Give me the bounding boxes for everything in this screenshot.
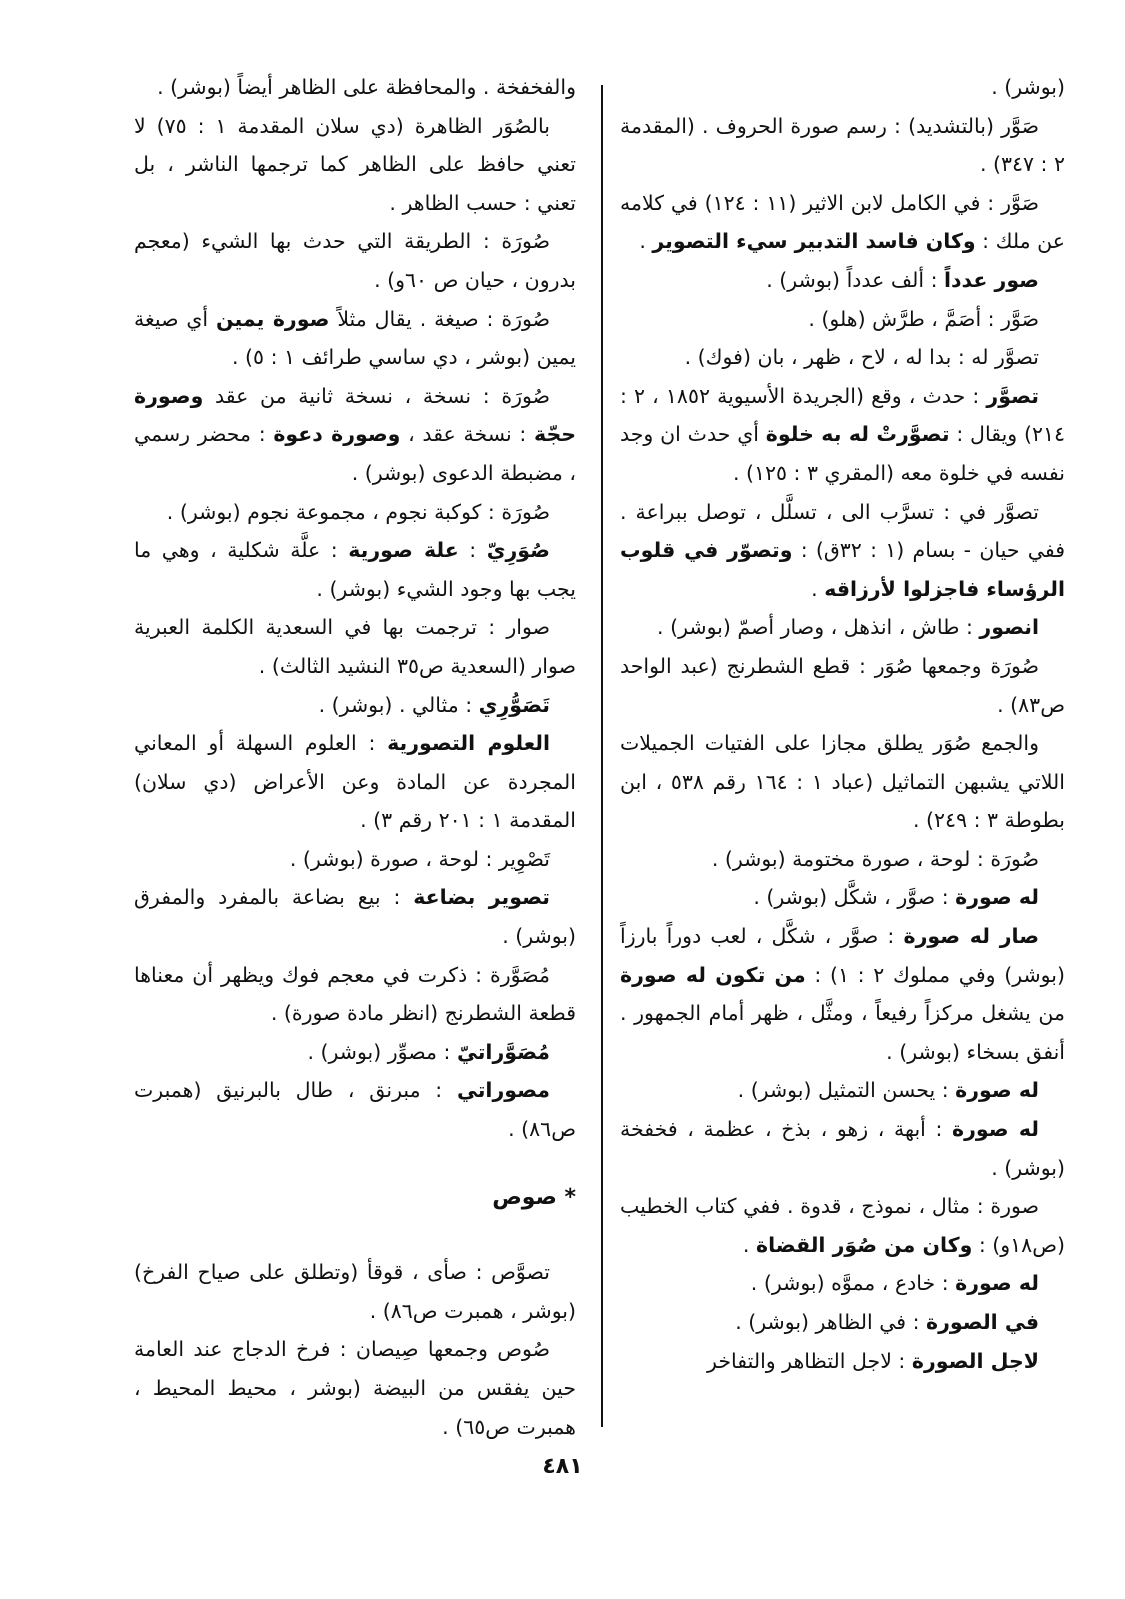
entry-text: صُورَة : كوكبة نجوم ، مجموعة نجوم (بوشر) . (166, 499, 550, 524)
dictionary-entry (134, 724, 576, 840)
entry-text: من يشغل مركزاً رفيعاً ، ومثَّل ، ظهر أمام الجمهور . أنفق بسخاء (بوشر) . (620, 1001, 1065, 1064)
dictionary-entry (134, 686, 576, 725)
headword: له صورة (955, 1271, 1039, 1296)
dictionary-entry (134, 956, 576, 1033)
dictionary-entry (620, 68, 1065, 107)
dictionary-entry (134, 1071, 576, 1148)
dictionary-entry (134, 222, 576, 299)
entry-text: : صوَّر ، شكَّل ، لعب دوراً بارزاً (بوشر) وفي مملوك ٢ : ١) : (620, 924, 1065, 987)
dictionary-entry (134, 531, 576, 608)
headword: صُوَرِيّ (486, 538, 550, 563)
entry-text: تصوَّر له : بدا له ، لاح ، ظهر ، بان (فوك) . (684, 345, 1039, 370)
dictionary-entry (620, 1071, 1065, 1110)
entry-text: : طاش ، انذهل ، وصار أصمّ (بوشر) . (657, 615, 980, 640)
dictionary-entry (134, 840, 576, 879)
entry-text: : لاجل التظاهر والتفاخر (707, 1348, 912, 1373)
dictionary-entry (134, 1033, 576, 1072)
entry-text: صَوَّر : في الكامل لابن الاثير (١١ : ١٢٤) في كلامه عن ملك : (620, 190, 1065, 254)
headword: صار له صورة (903, 924, 1039, 949)
entry-text: بالصُوَر الظاهرة (دي سلان المقدمة ١ : ٧٥) لا تعني حافظ على الظاهر كما ترجمها الناشر ، بل تعني : حسب الظاهر . (134, 113, 576, 215)
entry-text: : أبهة ، زهو ، بذخ ، عظمة ، فخفخة (بوشر) . (620, 1117, 1065, 1180)
entry-text: . (811, 576, 825, 601)
right-column (620, 68, 1065, 1380)
entry-text: والجمع صُوَر يطلق مجازا على الفتيات الجميلات اللاتي يشبهن التماثيل (عباد ١ : ١٦٤ رقم ٥٣٨ ، ابن بطوطة ٣ : ٢٤٩) . (620, 731, 1066, 833)
headword: وصورة حجّة (134, 383, 576, 447)
entry-text: أي صيغة يمين (بوشر ، دي ساسي طرائف ١ : ٥) . (134, 306, 576, 370)
headword: تصوير بضاعة (413, 885, 550, 910)
entry-text: صُورَة : صيغة . يقال مثلاً (329, 306, 551, 331)
headword: مُصَوَّراتيّ (456, 1039, 550, 1064)
dictionary-entry (620, 608, 1065, 647)
dictionary-entry (620, 1187, 1065, 1264)
column-divider (601, 85, 603, 1427)
dictionary-entry (620, 1303, 1065, 1342)
dictionary-entry (620, 878, 1065, 917)
entry-text: مُصَوَّرة : ذكرت في معجم فوك ويظهر أن معناها قطعة الشطرنج (انظر مادة صورة) . (134, 962, 576, 1026)
dictionary-entry (134, 1253, 576, 1330)
headword: صورة يمين (216, 306, 330, 331)
entry-text: : ألف عدداً (بوشر) . (766, 267, 944, 292)
dictionary-entry (134, 300, 576, 377)
entry-text: صُورَة وجمعها صُوَر : قطع الشطرنج (عبد الواحد ص٨٣) . (620, 653, 1065, 717)
headword: العلوم التصورية (387, 731, 550, 756)
headword: له صورة (955, 1078, 1039, 1103)
dictionary-entry (620, 724, 1065, 840)
entry-text: : خادع ، مموَّه (بوشر) . (750, 1271, 956, 1296)
page-number: ٤٨١ (542, 1454, 583, 1479)
dictionary-entry (620, 261, 1065, 300)
headword: من تكون له صورة (620, 962, 806, 987)
entry-text: صُورَة : لوحة ، صورة مختومة (بوشر) . (711, 846, 1039, 871)
entry-text: : مبرنق ، طال بالبرنيق (همبرت ص٨٦) . (134, 1078, 576, 1142)
section-heading: * صوص (492, 1184, 576, 1210)
entry-text: . (639, 229, 653, 254)
headword: في الصورة (926, 1310, 1039, 1334)
headword: وصورة دعوة (273, 422, 401, 447)
entry-text: والفخفخة . والمحافظة على الظاهر أيضاً (بوشر) . (157, 75, 576, 99)
entry-text: تَصْوِير : لوحة ، صورة (بوشر) . (289, 846, 550, 871)
dictionary-entry (134, 1330, 576, 1446)
headword: مصوراتي (456, 1078, 550, 1103)
entry-text: : بيع بضاعة بالمفرد والمفرق (بوشر) . (134, 885, 576, 949)
headword: صور عدداً (944, 267, 1039, 292)
entry-text: : علَّة شكلية ، وهي ما يجب بها وجود الشيء (بوشر) . (134, 538, 576, 601)
dictionary-entry (134, 377, 576, 493)
dictionary-entry (620, 107, 1065, 184)
entry-text: صَوَّر (بالتشديد) : رسم صورة الحروف . (المقدمة ٢ : ٣٤٧) . (620, 113, 1065, 177)
headword: وكان فاسد التدبير سيء التصوير (652, 229, 976, 254)
dictionary-entry (620, 184, 1065, 261)
entry-text: صورة : مثال ، نموذج ، قدوة . ففي كتاب الخطيب (ص١٨و) : (620, 1194, 1065, 1257)
entry-text: : يحسن التمثيل (بوشر) . (737, 1078, 956, 1103)
headword: وتصوّر في قلوب الرؤساء فاجزلوا لأرزاقه (620, 538, 1065, 601)
headword: انصور (979, 615, 1039, 640)
headword: له صورة (955, 885, 1039, 910)
dictionary-entry (620, 1342, 1065, 1381)
entry-text: : مصوِّر (بوشر) . (307, 1039, 457, 1064)
dictionary-entry (134, 68, 576, 107)
entry-text: تصوَّر في : تسرَّب الى ، تسلَّل ، توصل ببراعة . ففي حيان - بسام (١ : ٣٢ق) : (620, 499, 1066, 563)
entry-text: صَوَّر : أصَمَّ ، طرَّش (هلو) . (808, 306, 1039, 331)
dictionary-entry (134, 493, 576, 532)
entry-text: : حدث ، وقع (الجريدة الأسيوية ١٨٥٢ ، ٢ : ٢١٤) ويقال : (620, 383, 1066, 447)
entry-text: تصوَّص : صأى ، قوقأ (وتطلق على صياح الفرخ) (بوشر ، همبرت ص٨٦) . (134, 1260, 576, 1323)
headword: لاجل الصورة (911, 1348, 1039, 1373)
entry-text: أي حدث ان وجد نفسه في خلوة معه (المقري ٣ : ١٢٥) . (620, 422, 1065, 485)
entry-text: : في الظاهر (بوشر) . (735, 1310, 927, 1334)
dictionary-entry (620, 493, 1065, 609)
entry-text: : مثالي . (بوشر) . (318, 692, 479, 717)
headword: تصوَّر (986, 383, 1039, 408)
dictionary-entry (620, 647, 1065, 724)
entry-text: . (742, 1232, 756, 1257)
entry-text: (بوشر) . (991, 75, 1065, 99)
entry-text: صُورَة : الطريقة التي حدث بها الشيء (معجم بدرون ، حيان ص ٦٠و) . (134, 229, 576, 292)
dictionary-entry (620, 1264, 1065, 1303)
dictionary-entry (620, 300, 1065, 339)
entry-text: : نسخة عقد ، (400, 422, 535, 447)
entry-text: صُوص وجمعها صِيصان : فرخ الدجاج عند العامة حين يفقس من البيضة (بوشر ، محيط المحيط ، همبرت ص٦٥) . (134, 1337, 576, 1439)
entry-text: : (458, 538, 487, 563)
dictionary-entry (134, 608, 576, 685)
headword: وكان من صُوَر القضاة (755, 1232, 973, 1257)
headword: علة صورية (348, 538, 459, 563)
left-column (134, 68, 576, 1446)
dictionary-entry (134, 107, 576, 223)
dictionary-entry (620, 917, 1065, 1071)
entry-text: : محضر رسمي ، مضبطة الدعوى (بوشر) . (134, 422, 576, 485)
entry-text: صُورَة : نسخة ، نسخة ثانية من عقد (203, 383, 550, 408)
dictionary-entry (620, 377, 1065, 493)
headword: تَصَوُّرِي (478, 692, 550, 717)
dictionary-entry (620, 1110, 1065, 1187)
entry-text: : العلوم السهلة أو المعاني المجردة عن المادة وعن الأعراض (دي سلان) المقدمة ١ : ٢٠١ رقم ٣) . (134, 731, 576, 833)
dictionary-entry (620, 338, 1065, 377)
headword: له صورة (952, 1117, 1039, 1142)
entry-text: صوار : ترجمت بها في السعدية الكلمة العبرية صوار (السعدية ص٣٥ النشيد الثالث) . (134, 615, 576, 678)
headword: تصوَّرتْ له به خلوة (765, 422, 950, 447)
dictionary-entry (134, 878, 576, 955)
entry-text: : صوَّر ، شكَّل (بوشر) . (753, 885, 956, 910)
dictionary-entry (620, 840, 1065, 879)
